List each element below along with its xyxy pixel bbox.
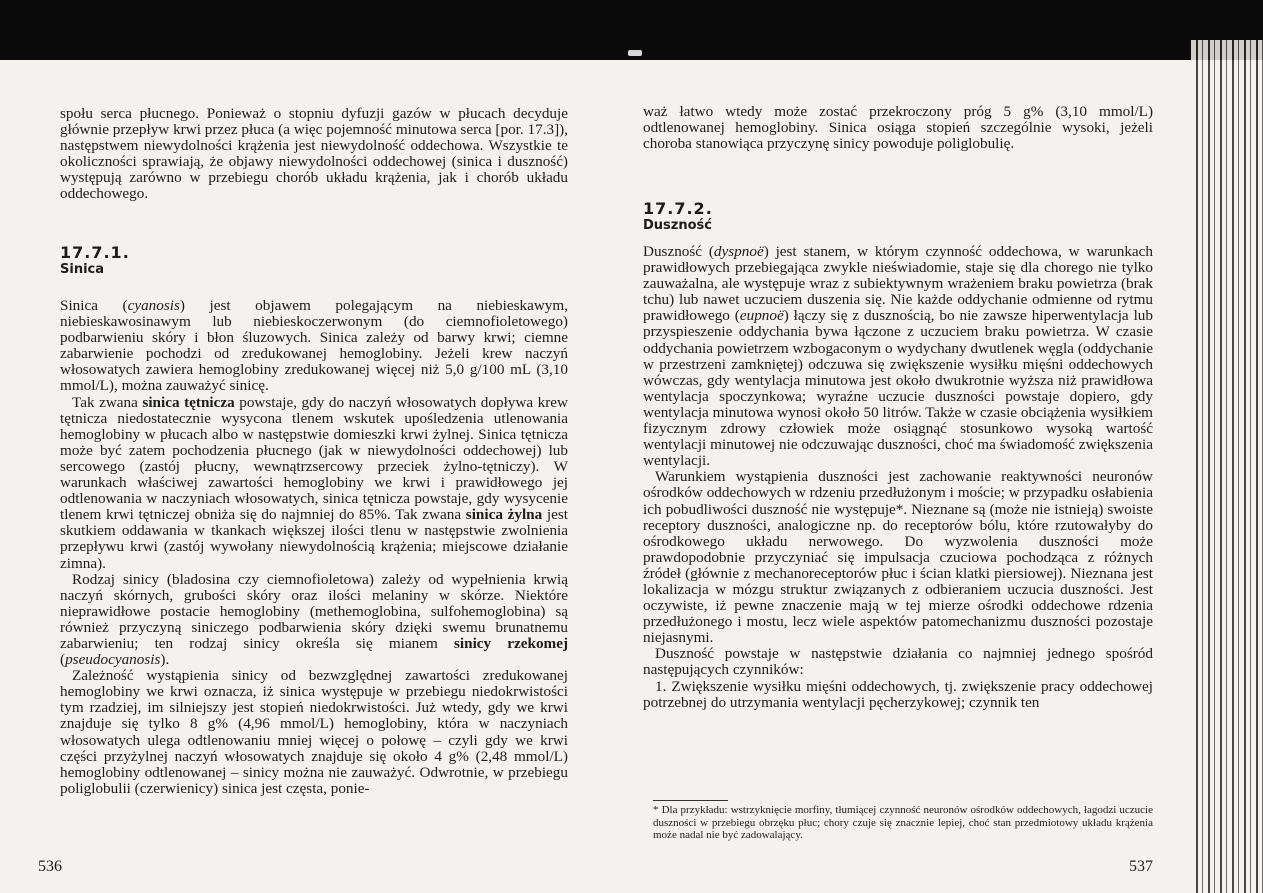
- text-run: ) jest stanem, w którym czynność oddechowa, w warunkach prawidłowych przebiegająca zwykle nieświadomie, staje się dla chorego nie tylko zauważalna, ale występuje wraz z subiektywnym wrażeniem braku powietrza (brak tchu) lub nawet uczuciem duszenia się. Nie każde oddychanie odmienne od rytmu prawidłowego (: [643, 243, 1154, 325]
- right-intro-paragraph: waż łatwo wtedy może zostać przekroczony próg 5 g% (3,10 mmol/L) odtlenowanej hemoglobiny. Sinica osiąga stopień szczególnie wysoki, jeżeli choroba stanowiąca przyczynę sinicy powoduje poliglobulię.: [643, 103, 1153, 153]
- right-paragraph-2: [643, 469, 1153, 646]
- section-number-sinica: 17.7.1.: [60, 243, 130, 262]
- right-paragraph-4: [643, 679, 1153, 711]
- text-run: ) jest objawem polegającym na niebieskawym, niebieskawosinawym lub niebieskoczerwonym (do ciemnofioletowego) podbarwieniu skóry i błon śluzowych. Sinica zależy od barwy krwi; ciemne zabarwienie pochodzi od zredukowanej hemoglobiny. Jeżeli krew naczyń włosowatych zawiera hemoglobiny zredukowanej więcej niż 5,0 g/100 mL (3,10 mmol/L), można zauważyć sinicę.: [60, 297, 568, 395]
- left-paragraph-4: [60, 668, 568, 797]
- left-page: [38, 0, 569, 893]
- text-run: Tak zwana: [72, 393, 143, 411]
- text-run: Rodzaj sinicy (bladosina czy ciemnofioletowa) zależy od wypełnienia krwią naczyń skórnych, grubości skóry oraz ilości melaniny w skórze. Niektóre nieprawidłowe postacie hemoglobiny (methemoglobina, sulfohemoglobina) są również przyczyną siniczego podbarwienia skóry dzięki swemu brunatnemu zabarwieniu; ten rodzaj sinicy określa się mianem: [60, 570, 568, 652]
- section-title-sinica: Sinica: [60, 262, 105, 277]
- page-number-left: 536: [38, 858, 62, 875]
- scan-artifact: [628, 50, 642, 56]
- italic-term: dyspnoë: [713, 243, 764, 260]
- bold-term: sinicy rzekomej: [454, 634, 569, 652]
- italic-term: cyanosis: [127, 297, 180, 314]
- left-intro-paragraph: społu serca płucnego. Ponieważ o stopniu dyfuzji gazów w płucach decyduje głównie przepływ krwi przez płuca (a więc pojemność minutowa serca [por. 17.3]), następstwem niewydolności krążenia jest niewydolność oddechowa. Wszystkie te okoliczności sprawiają, że objawy niewydolności oddechowej (sinica i duszność) występują zarówno w przebiegu chorób układu krążenia, jak i chorób układu oddechowego.: [60, 105, 568, 203]
- bold-term: sinica żylna: [465, 506, 543, 524]
- left-paragraph-2: [60, 395, 568, 572]
- text-run: Warunkiem wystąpienia duszności jest zachowanie reaktywności neuronów ośrodków oddechowych w rdzeniu przedłużonym i moście; w przypadku osłabienia ich pobudliwości duszność nie występuje*. Nieznane są (może nie istnieją) swoiste receptory duszności, analogiczne np. do receptorów bólu, które rzutowałyby do ośrodkowego układu nerwowego. Do wyzwolenia duszności może prawdopodobnie przyczyniać się impulsacja czuciowa pochodząca z różnych źródeł (głównie z mechanoreceptorów płuc i ścian klatki piersiowej). Nieznana jest lokalizacja w mózgu struktur związanych z odbieraniem uczucia duszności. Jest oczywiste, iż pewne znaczenie mają w tej mierze ośrodki oddechowe rdzenia przedłużonego i mostu, lecz wiele aspektów patomechanizmu duszności pozostaje niejasnymi.: [643, 468, 1153, 647]
- left-paragraph-3: [60, 572, 568, 669]
- text-run: Zależność wystąpienia sinicy od bezwzględnej zawartości zredukowanej hemoglobiny we krwi oznacza, iż sinica występuje w przebiegu niedokrwistości tym rzadziej, im silniejszy jest stopień niedokrwistości. Już wtedy, gdy we krwi znajduje się tylko 8 g% (4,96 mmol/L) hemoglobiny, która w naczyniach włosowatych ulega odtlenowaniu mniej więcej o połowę – czyli gdy we krwi części przyżylnej naczyń włosowatych znajduje się około 4 g% (2,48 mmol/L) hemoglobiny odtlenowanej – sinicy można nie zauważyć. Odwrotnie, w przebiegu poliglobulii (czerwienicy) sinica jest częsta, ponie-: [60, 667, 568, 797]
- text-run: ) łączy się z dusznością, bo nie zawsze hiperwentylacja lub przyspieszenie oddychania bywa łączone z uczuciem braku powietrza. W czasie oddychania powietrzem wzbogaconym o wydychany dwutlenek węgla (oddychanie w przestrzeni zamkniętej) odczuwa się zwiększenie wysiłku mięśni oddechowych wówczas, gdy wentylacja minutowa jest około dwukrotnie wyższa niż prawidłowa wentylacja spoczynkowa; wyraźne uczucie duszności powstaje dopiero, gdy wentylacja minutowa wynosi około 50 litrów. Także w czasie obciążenia wysiłkiem fizycznym zdrowy człowiek może osiągnąć stosunkowo wysoką wartość wentylacji minutowej nie odczuwając duszności, choć ma świadomość zwiększenia wentylacji.: [643, 307, 1153, 470]
- footnote-rule: [653, 800, 728, 801]
- bold-term: sinica tętnicza: [142, 393, 235, 411]
- italic-term: eupnoë: [739, 307, 784, 325]
- text-run: jest skutkiem oddawania w tkankach większej ilości tlenu w następstwie zwolnienia przepływu krwi (zastój wywołany niewydolnością krążenia; miejscowe działanie zimna).: [60, 506, 569, 572]
- footnote: * Dla przykładu: wstrzyknięcie morfiny, tłumiącej czynność neuronów ośrodków oddechowych, łagodzi uczucie duszności w przebiegu obrzęku płuc; chory czuje się znacznie lepiej, choć stan przedmiotowy układu krążenia może nadal nie być zadowalający.: [653, 804, 1153, 841]
- right-paragraph-1: [643, 244, 1153, 469]
- text-run: (: [60, 651, 66, 669]
- right-paragraph-3: [643, 646, 1153, 678]
- right-body: [643, 244, 1153, 711]
- text-run: powstaje, gdy do naczyń włosowatych dopływa krew tętnicza niedostatecznie wysycona tlenem wskutek upośledzenia utlenowania hemoglobiny w płucach albo w następstwie domieszki krwi żylnej. Sinica tętnicza może być zatem pochodzenia płucnego (jak w niewydolności oddechowej) lub sercowego (zastój płucny, wewnątrzsercowy przeciek żylno-tętniczy). W warunkach właściwej zawartości hemoglobiny we krwi i prawidłowego jej odtlenowania w naczyniach włosowatych, sinica tętnicza powstaje, gdy wysycenie tlenem krwi tętniczej obniża się do najmniej do 85%. Tak zwana: [60, 393, 569, 524]
- text-run: Duszność (: [643, 243, 714, 260]
- section-title-dusznosc: Duszność: [643, 218, 712, 233]
- text-run: 1. Zwiększenie wysiłku mięśni oddechowych, tj. zwiększenie pracy oddechowej potrzebnej do utrzymania wentylacji pęcherzykowej; czynnik ten: [643, 677, 1153, 711]
- text-run: Duszność powstaje w następstwie działania co najmniej jednego spośród następujących czynników:: [643, 645, 1153, 679]
- italic-term: pseudocyanosis: [65, 651, 161, 669]
- book-page-edges: [1191, 40, 1263, 893]
- text-run: Sinica (: [60, 297, 128, 314]
- left-body: [60, 298, 568, 797]
- left-paragraph-1: [60, 298, 568, 395]
- section-number-dusznosc: 17.7.2.: [643, 199, 713, 218]
- text-run: ).: [160, 651, 170, 669]
- right-page: [643, 0, 1153, 893]
- page-number-right: 537: [1129, 858, 1153, 875]
